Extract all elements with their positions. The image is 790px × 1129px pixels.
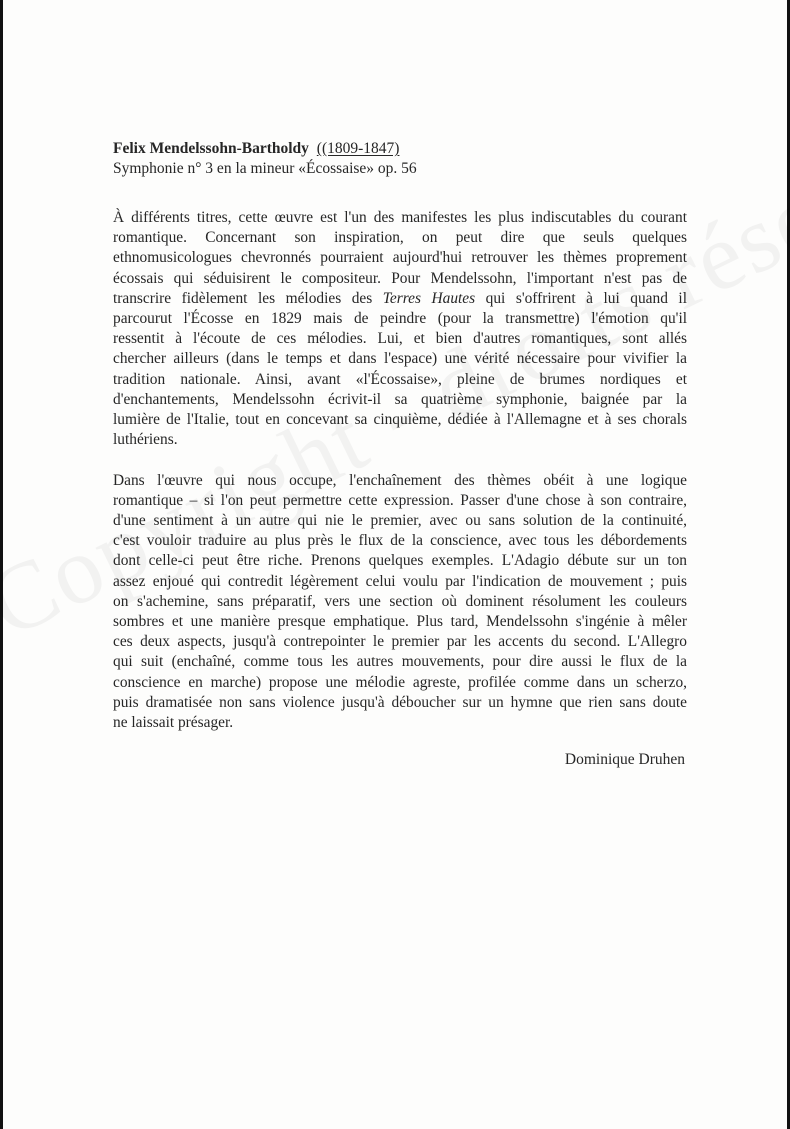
text-line: parcourut l'Écosse en 1829 mais de peindre (pour la transmettre) l'émotion qu'il <box>113 310 687 328</box>
paragraph-2 <box>113 471 687 734</box>
text-line: dont celle-ci peut être riche. Prenons quelques exemples. L'Adagio débute sur un ton <box>113 552 687 570</box>
text-line: ethnomusicologues chevronnés pourraient aujourd'hui retrouver les thèmes proprement <box>113 249 687 267</box>
text-line: ne laissait présager. <box>113 714 234 732</box>
work-title: Symphonie n° 3 en la mineur «Écossaise» op. 56 <box>113 160 417 177</box>
author-signature: Dominique Druhen <box>564 751 685 768</box>
text-line: puis dramatisée non sans violence jusqu'à déboucher sur un hymne que rien sans doute <box>113 693 687 711</box>
text-line: lumière de l'Italie, tout en concevant sa cinquième, dédiée à l'Allemagne et à ses chorals <box>113 411 687 429</box>
text-line: chercher ailleurs (dans le temps et dans l'espace) une vérité nécessaire pour vivifier la <box>113 350 687 368</box>
text-line: transcrire fidèlement les mélodies des Terres Hautes qui s'offrirent à lui quand il <box>113 289 687 307</box>
text-line: qui suit (enchaîné, comme tous les autres mouvements, pour dire aussi le flux de la <box>113 653 687 671</box>
text-line: conscience en marche) propose une mélodie agreste, profilée comme dans un scherzo, <box>113 673 687 691</box>
program-note-header <box>113 139 417 179</box>
text-line: À différents titres, cette œuvre est l'un des manifestes les plus indiscutables du courant <box>113 209 687 226</box>
composer-name: Felix Mendelssohn-Bartholdy <box>113 140 309 157</box>
text-line: romantique. Concernant son inspiration, on peut dire que seuls quelques <box>113 229 687 247</box>
text-line: d'une sentiment à un autre qui nie le premier, avec ou sans solution de la continuité, <box>113 512 687 530</box>
text-line: tradition nationale. Ainsi, avant «l'Écossaise», pleine de brumes nordiques et <box>113 370 687 388</box>
italic-phrase: Terres Hautes <box>382 289 476 307</box>
text-line: on s'achemine, sans préparatif, vers une section où dominent résolument les couleurs <box>113 592 687 610</box>
text-line: c'est vouloir traduire au plus près le flux de la conscience, avec tous les débordements <box>113 532 687 550</box>
composer-line <box>113 139 417 159</box>
text-line: écossais qui séduisirent le compositeur. Pour Mendelssohn, l'important n'est pas de <box>113 269 687 287</box>
text-line: ces deux aspects, jusqu'à contrepointer le premier par les accents du second. L'Allegro <box>113 633 687 651</box>
text-line: luthériens. <box>113 431 178 449</box>
text-line: romantique – si l'on peut permettre cette expression. Passer d'une chose à son contraire, <box>113 491 687 509</box>
paragraph-1 <box>113 208 687 450</box>
text-line: ressentit à l'écoute de ces mélodies. Lui, et bien d'autres romantiques, sont allés <box>113 330 687 348</box>
program-note-body <box>113 208 687 733</box>
composer-dates: ((1809-1847) <box>316 140 400 157</box>
text-line: sombres et une manière presque emphatique. Plus tard, Mendelssohn s'ingénie à mêler <box>113 613 687 631</box>
text-line: d'enchantements, Mendelssohn écrivit-il sa quatrième symphonie, baignée par la <box>113 390 687 408</box>
text-line: assez enjoué qui contredit légèrement celui voulu par l'indication de mouvement ; puis <box>113 572 687 590</box>
text-line: Dans l'œuvre qui nous occupe, l'enchaînement des thèmes obéit à une logique <box>113 471 687 489</box>
